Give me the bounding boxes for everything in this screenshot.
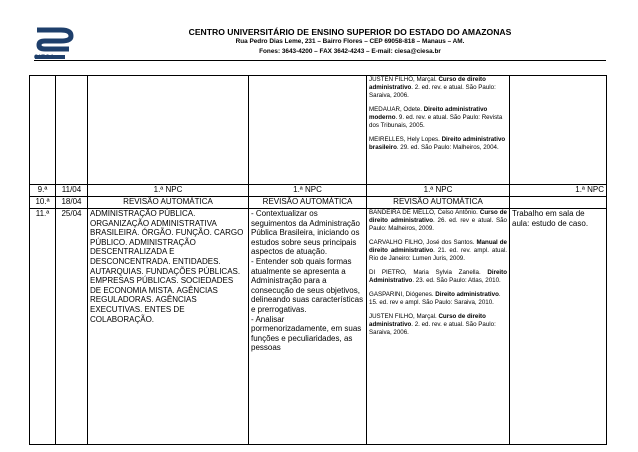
class-date: 18/04	[56, 197, 88, 209]
method-cell: Trabalho em sala de aula: estudo de caso.	[510, 209, 607, 445]
cell-empty	[510, 76, 607, 185]
institution-title: CENTRO UNIVERSITÁRIO DE ENSINO SUPERIOR DO ESTADO DO AMAZONAS	[188, 27, 512, 37]
bibliography-cell	[367, 209, 510, 445]
reference-item: DI PIETRO, Maria Sylvia Zanella. Direito Administrativo. 23. ed. São Paulo: Atlas, 2010.	[369, 269, 507, 284]
class-number: 9.ª	[30, 185, 56, 197]
cell-empty	[88, 76, 249, 185]
class-number: 11.ª	[30, 209, 56, 445]
cell-empty	[249, 76, 367, 185]
institution-phones: Fones: 3643-4200 – FAX 3642-4243 – E-mail: ciesa@ciesa.br	[259, 48, 441, 55]
bibliography-cell: 1.ª NPC	[367, 185, 510, 197]
reference-item: MEDAUAR, Odete. Direito administrativo moderno. 9. ed. rev. e atual. São Paulo: Revista dos Tribunais, 2005.	[369, 106, 503, 129]
class-date: 25/04	[56, 209, 88, 445]
table-row	[30, 197, 607, 209]
bibliography-cell	[367, 76, 510, 185]
class-date: 11/04	[56, 185, 88, 197]
logo-text: CIESA	[34, 55, 55, 61]
objectives-cell: - Contextualizar os seguimentos da Administração Pública Brasileira, iniciando os estudos sobre seus principais aspectos de atuação. - Entender sob quais formas atualmente se apresenta a Administração para a consecução de seus objetivos, delineando suas características e prerrogativas. - Analisar pormenorizadamente, em suas funções e peculiaridades, as pessoas	[249, 209, 367, 445]
bibliography-cell: REVISÃO AUTOMÁTICA	[367, 197, 510, 209]
cell-empty	[56, 76, 88, 185]
reference-item: MEIRELLES, Hely Lopes. Direito administrativo brasileiro. 29. ed. São Paulo: Malheiros, 2004.	[369, 136, 506, 151]
objectives-cell: REVISÃO AUTOMÁTICA	[249, 197, 367, 209]
reference-item: JUSTEN FILHO, Marçal. Curso de direito administrativo. 2. ed. rev. e atual. São Paulo: Saraiva, 2006.	[369, 76, 496, 99]
method-cell: 1.ª NPC	[510, 185, 607, 197]
table-row	[30, 209, 607, 445]
table-row	[30, 76, 607, 185]
objectives-cell: 1.ª NPC	[249, 185, 367, 197]
reference-item: GASPARINI, Diógenes. Direito administrativo. 15. ed. rev e ampl. São Paulo: Saraiva, 2010.	[369, 291, 501, 306]
lesson-plan-table	[29, 75, 607, 445]
header-rule	[34, 60, 606, 61]
content-cell: 1.ª NPC	[88, 185, 249, 197]
reference-item: BANDEIRA DE MELLO, Celso Antônio. Curso de direito administrativo. 26. ed. rev e atual. São Paulo: Malheiros, 2009.	[369, 209, 507, 232]
table-row	[30, 185, 607, 197]
content-cell: ADMINISTRAÇÃO PÚBLICA. ORGANIZAÇÃO ADMINISTRATIVA BRASILEIRA. ÓRGÃO. FUNÇÃO. CARGO PÚBLICO. ADMINISTRAÇÃO DESCENTRALIZADA E DESCONCENTRADA. ENTIDADES. AUTARQUIAS. FUNDAÇÕES PÚBLICAS. EMPRESAS PÚBLICAS. SOCIEDADES DE ECONOMIA MISTA. AGÊNCIAS REGULADORAS. AGÊNCIAS EXECUTIVAS. ENTES DE COLABORAÇÃO.	[88, 209, 249, 445]
institution-address: Rua Pedro Dias Leme, 231 – Bairro Flores – CEP 69058-818 – Manaus – AM.	[235, 38, 465, 45]
reference-item: CARVALHO FILHO, José dos Santos. Manual de direito administrativo. 21. ed. rev. ampl. atual. Rio de Janeiro: Lumen Juris, 2009.	[369, 239, 508, 262]
content-cell: REVISÃO AUTOMÁTICA	[88, 197, 249, 209]
cell-empty	[30, 76, 56, 185]
method-cell	[510, 197, 607, 209]
class-number: 10.ª	[30, 197, 56, 209]
reference-item: JUSTEN FILHO, Marçal. Curso de direito administrativo. 2. ed. rev. e atual. São Paulo: Saraiva, 2006.	[369, 313, 496, 336]
